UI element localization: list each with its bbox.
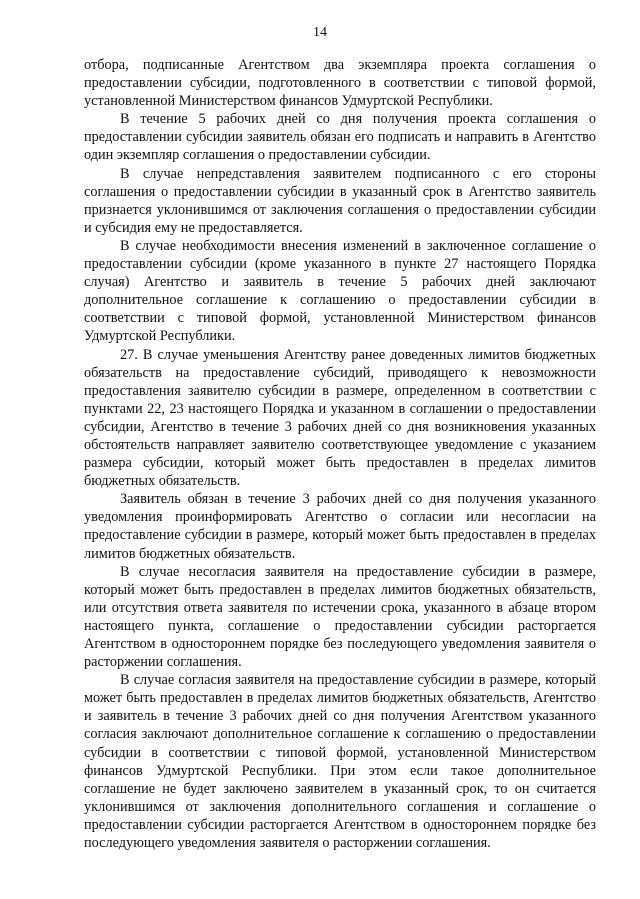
paragraph: В случае несогласия заявителя на предоставление субсидии в размере, который может быть предоставлен в пределах лимитов бюджетных обязательств, или отсутствия ответа заявителя по истечении срока, указанного в абзаце втором настоящего пункта, соглашение о предоставлении субсидии расторгается Агентством в одностороннем порядке без последующего уведомления заявителя о расторжении соглашения. [84,563,596,671]
paragraph-clause-27: 27. В случае уменьшения Агентству ранее доведенных лимитов бюджетных обязательств на предоставление субсидий, приводящего к невозможности предоставления заявителю субсидии в размере, определенном в соответствии с пунктами 22, 23 настоящего Порядка и указанном в соглашении о предоставлении субсидии, Агентство в течение 3 рабочих дней со дня возникновения указанных обстоятельств направляет заявителю соответствующее уведомление с указанием размера субсидии, который может быть предоставлен в пределах лимитов бюджетных обязательств. [84,346,596,490]
page-number: 14 [313,25,327,40]
paragraph-continuation: отбора, подписанные Агентством два экземпляра проекта соглашения о предоставлении субсидии, подготовленного в соответствии с типовой формой, установленной Министерством финансов Удмуртской Республики. [84,57,596,110]
paragraph: В случае необходимости внесения изменений в заключенное соглашение о предоставлении субсидии (кроме указанного в пункте 27 настоящего Порядка случая) Агентство и заявитель в течение 5 рабочих дней заключают дополнительное соглашение к соглашению о предоставлении субсидии в соответствии с типовой формой, установленной Министерством финансов Удмуртской Республики. [84,237,596,345]
paragraph: В случае непредставления заявителем подписанного с его стороны соглашения о предоставлении субсидии в указанный срок в Агентство заявитель признается уклонившимся от заключения соглашения о предоставлении субсидии и субсидия ему не предоставляется. [84,165,596,236]
paragraph: В течение 5 рабочих дней со дня получения проекта соглашения о предоставлении субсидии заявитель обязан его подписать и направить в Агентство один экземпляр соглашения о предоставлении субсидии. [84,111,596,164]
paragraph: Заявитель обязан в течение 3 рабочих дней со дня получения указанного уведомления проинформировать Агентство о согласии или несогласии на предоставление субсидии в размере, который может быть предоставлен в пределах лимитов бюджетных обязательств. [84,491,596,562]
paragraph: В случае согласия заявителя на предоставление субсидии в размере, который может быть предоставлен в пределах лимитов бюджетных обязательств, Агентство и заявитель в течение 3 рабочих дней со дня получения Агентством указанного согласия заключают дополнительное соглашение к соглашению о предоставлении субсидии в соответствии с типовой формой, установленной Министерством финансов Удмуртской Республики. При этом если такое дополнительное соглашение не будет заключено заявителем в указанный срок, то он считается уклонившимся от заключения дополнительного соглашения и соглашение о предоставлении субсидии расторгается Агентством в одностороннем порядке без последующего уведомления заявителя о расторжении соглашения. [84,672,596,852]
document-body [84,56,596,852]
